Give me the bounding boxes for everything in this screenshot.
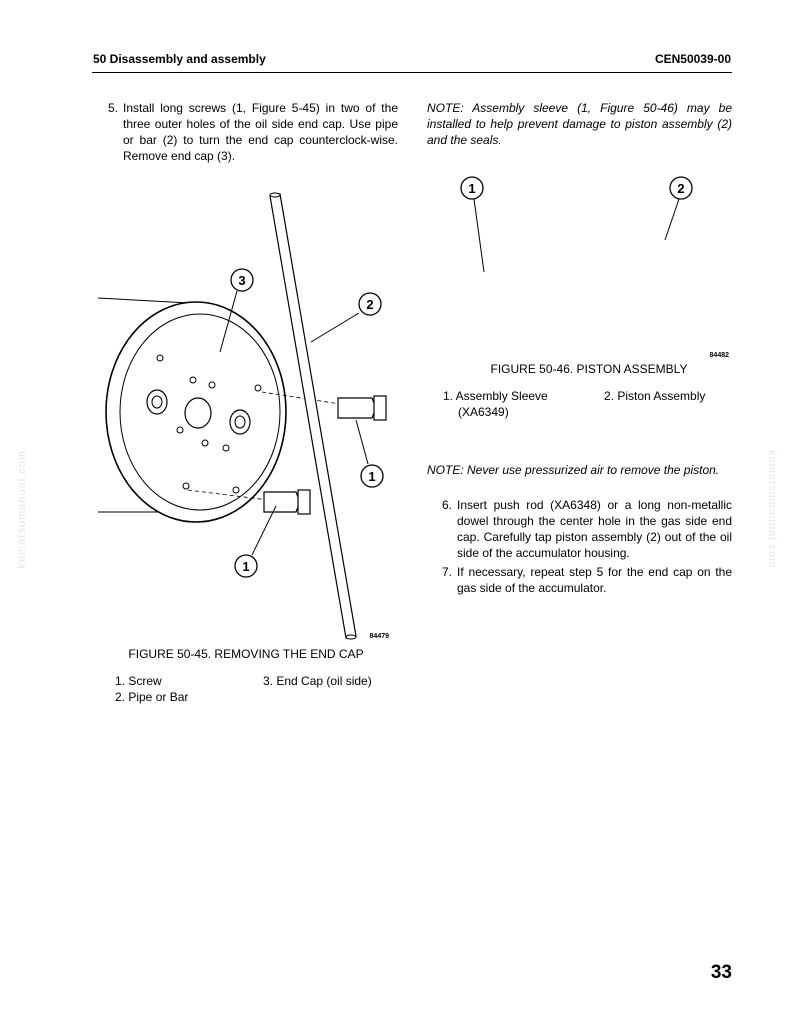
header-rule — [92, 72, 732, 73]
callout-1 — [461, 177, 483, 199]
legend-item: 3. End Cap (oil side) — [263, 674, 372, 688]
watermark-left: komatsumanual.com — [16, 450, 28, 569]
svg-text:1: 1 — [468, 181, 476, 196]
step-text: Install long screws (1, Figure 5-45) in two of the three outer holes of the oil side end cap. Use pipe or bar (2) to turn the end cap counterclock-wise. Remove end cap (3). — [123, 101, 398, 163]
figure-50-45-caption: FIGURE 50-45. REMOVING THE END CAP — [128, 647, 364, 661]
legend-item: 1. Screw — [115, 674, 162, 688]
note-pressurized-air: NOTE: Never use pressurized air to remove the piston. — [427, 463, 720, 477]
callout-2 — [670, 177, 692, 199]
step-5 — [108, 100, 398, 164]
figure-50-46-illustration — [440, 168, 732, 364]
figure-50-46-caption: FIGURE 50-46. PISTON ASSEMBLY — [490, 362, 688, 376]
step-number: 7. — [442, 565, 453, 579]
callout-1-upper — [361, 465, 383, 487]
image-code: 84479 — [369, 633, 389, 640]
step-6 — [442, 497, 732, 561]
step-text: If necessary, repeat step 5 for the end cap on the gas side of the accumulator. — [457, 565, 732, 595]
note-assembly-sleeve: NOTE: Assembly sleeve (1, Figure 50-46) may be installed to help prevent damage to piston assembly (2) and the seals. — [427, 101, 732, 147]
svg-text:1: 1 — [242, 559, 250, 574]
legend-item: 2. Piston Assembly — [604, 389, 706, 403]
svg-text:2: 2 — [677, 181, 685, 196]
svg-text:1: 1 — [368, 469, 376, 484]
svg-text:2: 2 — [366, 297, 374, 312]
document-code: CEN50039-00 — [654, 52, 731, 66]
legend-item: (XA6349) — [458, 405, 509, 419]
step-7 — [442, 564, 732, 596]
figure-50-45-illustration — [96, 190, 396, 650]
callout-2 — [359, 293, 381, 315]
legend-item: 2. Pipe or Bar — [115, 690, 189, 704]
legend-item: 1. Assembly Sleeve — [443, 389, 548, 403]
callout-3 — [231, 269, 253, 291]
section-title: 50 Disassembly and assembly — [93, 52, 266, 66]
watermark-right: komatsumanual.com — [766, 450, 778, 569]
step-number: 6. — [442, 498, 453, 512]
image-code: 84482 — [709, 352, 729, 359]
svg-text:3: 3 — [238, 273, 246, 288]
step-text: Insert push rod (XA6348) or a long non-metallic dowel through the center hole in the gas side end cap. Carefully tap piston assembly (2) out of the oil side of the accumulator housing. — [457, 498, 732, 560]
step-number: 5. — [108, 101, 119, 115]
callout-1-lower — [235, 555, 257, 577]
page-number: 33 — [710, 962, 732, 983]
